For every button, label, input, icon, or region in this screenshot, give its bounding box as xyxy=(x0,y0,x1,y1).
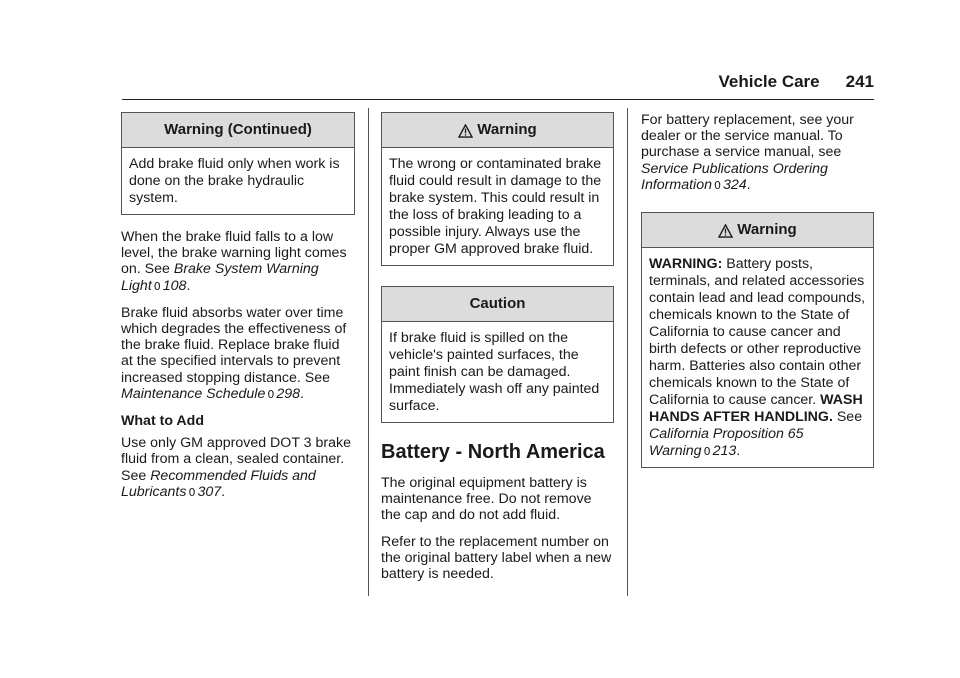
cross-reference-link[interactable]: Maintenance Schedule xyxy=(121,385,266,402)
cross-reference-link[interactable]: California Proposition 65 Warning xyxy=(649,426,804,460)
page-arrow-icon: 0 xyxy=(713,178,721,192)
column-divider xyxy=(368,108,369,596)
subheading: What to Add xyxy=(121,413,204,430)
paragraph: When the brake fluid falls to a low level, the brake warning light comes on. See Brake System Warning Light 0 108. xyxy=(121,229,347,294)
warning-continued-box xyxy=(121,112,355,215)
caution-title: Caution xyxy=(382,287,613,322)
warning-title: Warning xyxy=(642,213,873,248)
cross-reference-link[interactable]: Recommended Fluids and Lubricants xyxy=(121,467,316,500)
page-arrow-icon: 0 xyxy=(188,485,196,499)
cross-reference-link[interactable]: Service Publications Ordering Information xyxy=(641,160,828,193)
warning-triangle-icon xyxy=(718,224,733,238)
section-title: Vehicle Care xyxy=(718,72,820,91)
page-reference[interactable]: 213 xyxy=(712,443,737,460)
warning-continued-body: Add brake fluid only when work is done on the brake hydraulic system. xyxy=(129,156,340,206)
page-reference[interactable]: 108 xyxy=(162,277,187,294)
paragraph: For battery replacement, see your dealer or the service manual. To purchase a service manual, see Service Publications Ordering Information 0 324. xyxy=(641,112,854,193)
page-header xyxy=(122,72,874,98)
paragraph: Brake fluid absorbs water over time which degrades the effectiveness of the brake fluid. Replace brake fluid at the specified intervals to prevent increased stopping distance. See Maintenance Schedule 0 298. xyxy=(121,304,347,402)
page-reference[interactable]: 307 xyxy=(197,483,222,500)
page-number: 241 xyxy=(845,72,874,91)
page-reference[interactable]: 298 xyxy=(276,385,301,402)
page-reference[interactable]: 324 xyxy=(722,176,747,193)
paragraph: Refer to the replacement number on the original battery label when a new battery is needed. xyxy=(381,533,612,583)
cross-reference-link[interactable]: Brake System Warning Light xyxy=(121,261,319,294)
warning-triangle-icon xyxy=(458,124,473,138)
warning-continued-title: Warning (Continued) xyxy=(122,113,354,148)
header-rule xyxy=(122,99,874,100)
caution-box xyxy=(381,286,614,423)
warning-body: The wrong or contaminated brake fluid could result in damage to the brake system. This could result in the loss of braking leading to a possible injury. Always use the proper GM approved brake fluid. xyxy=(389,156,602,257)
column-divider xyxy=(627,108,628,596)
paragraph: The original equipment battery is maintenance free. Do not remove the cap and do not add fluid. xyxy=(381,475,592,524)
section-heading: Battery - North America xyxy=(381,441,605,463)
column-3 xyxy=(641,112,874,482)
warning-body: WARNING: Battery posts, terminals, and related accessories contain lead and lead compounds, chemicals known to the State of California to cause cancer and birth defects or other reproductive harm. Batteries also contain other chemicals known to the State of California to cause cancer. WASH HANDS AFTER HANDLING. See California Proposition 65 Warning 0 213. xyxy=(649,256,866,460)
page-arrow-icon: 0 xyxy=(703,445,711,459)
page-arrow-icon: 0 xyxy=(267,387,275,401)
page-arrow-icon: 0 xyxy=(153,279,161,293)
warning-title: Warning xyxy=(382,113,613,148)
paragraph: Use only GM approved DOT 3 brake fluid from a clean, sealed container. See Recommended Fluids and Lubricants 0 307. xyxy=(121,435,351,500)
battery-warning-box xyxy=(641,212,874,468)
column-1 xyxy=(121,112,355,511)
caution-body: If brake fluid is spilled on the vehicle's painted surfaces, the paint finish can be damaged. Immediately wash off any painted surface. xyxy=(389,330,600,414)
warning-box xyxy=(381,112,614,266)
column-2 xyxy=(381,112,614,592)
